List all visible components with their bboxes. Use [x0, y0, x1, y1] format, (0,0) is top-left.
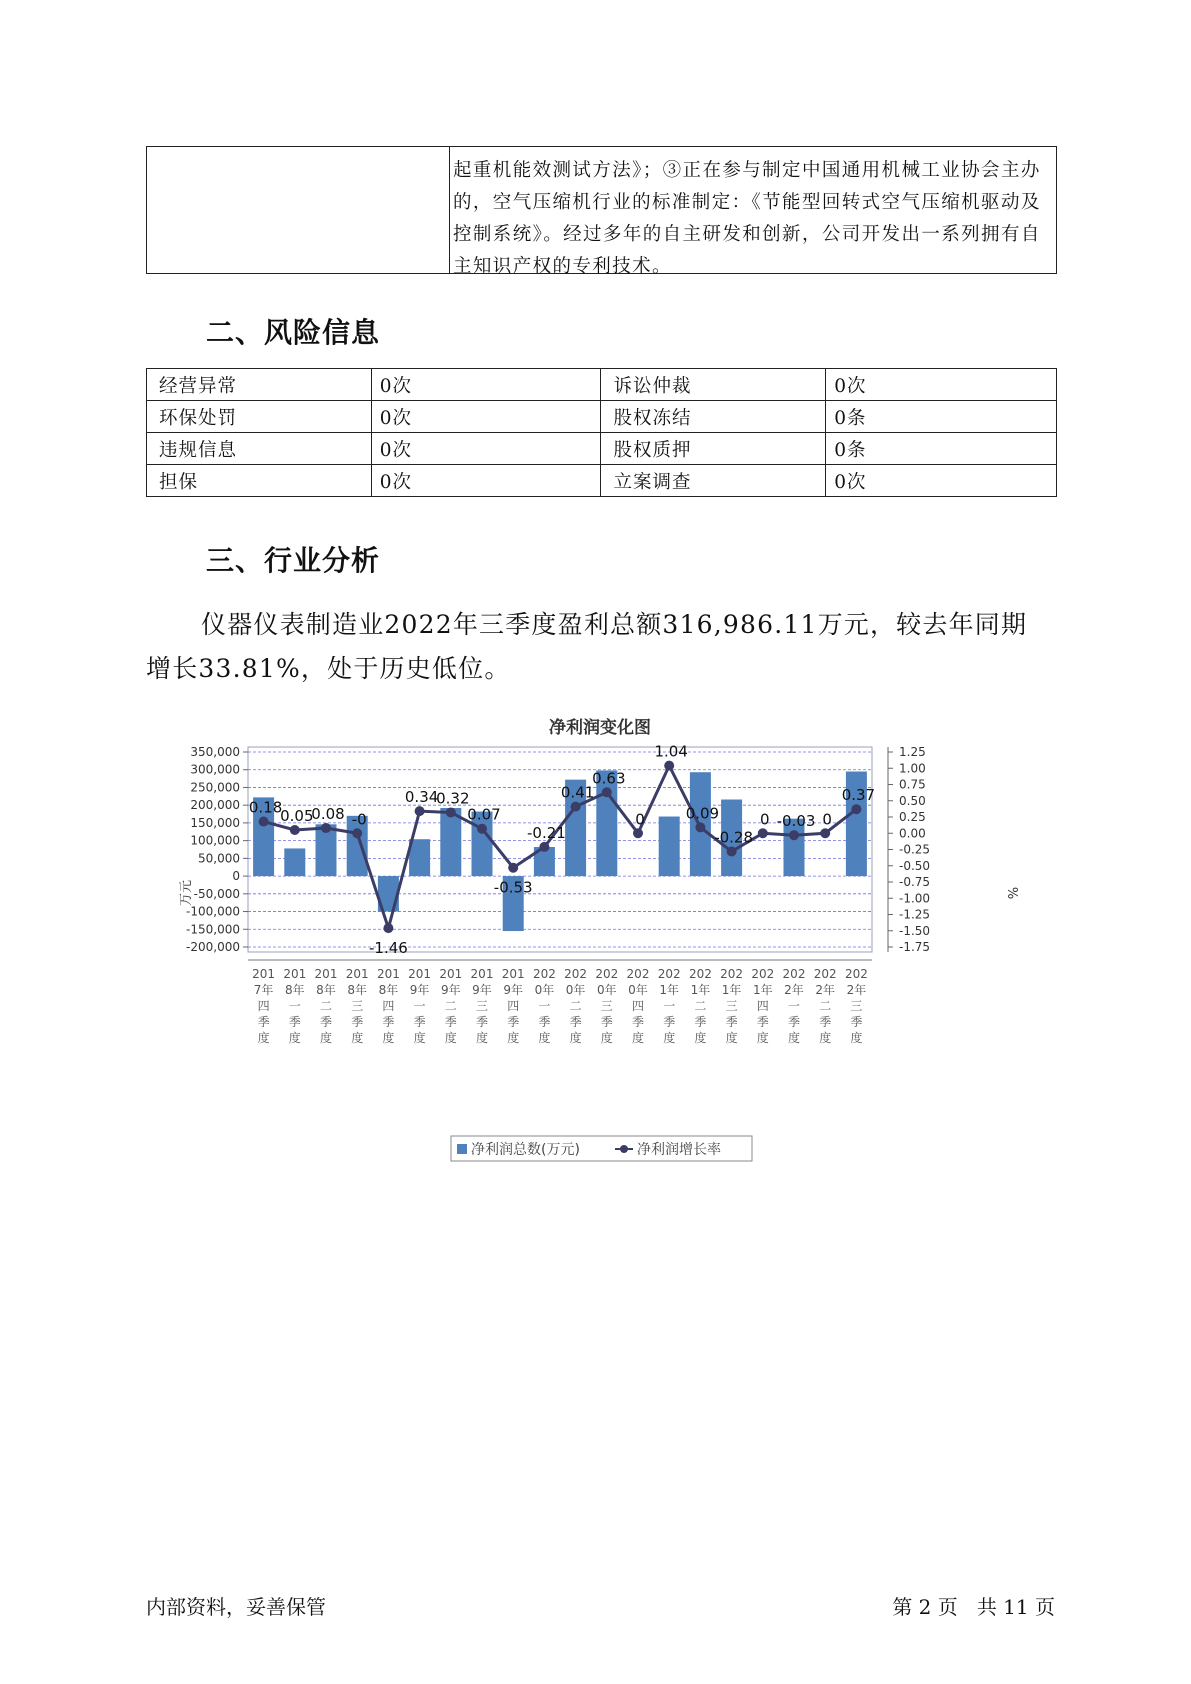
- footer-confidential: 内部资料，妥善保管: [146, 1595, 326, 1619]
- x-tick-label-part: 度: [694, 1031, 707, 1045]
- x-tick-label-part: 一: [663, 999, 676, 1013]
- x-tick-label-part: 度: [413, 1031, 426, 1045]
- x-tick-label-part: 四: [631, 999, 645, 1013]
- x-tick-label-part: 季: [382, 1015, 395, 1029]
- right-tick-label: -1.75: [899, 940, 931, 954]
- growth-point: [415, 806, 425, 816]
- right-tick-label: -1.25: [899, 907, 931, 922]
- left-tick-label: -150,000: [186, 922, 240, 937]
- x-tick-label-part: 202: [751, 967, 775, 981]
- x-tick-label-part: 一: [413, 999, 426, 1013]
- risk-table: [146, 368, 1057, 497]
- right-tick-label: 0.25: [899, 810, 926, 824]
- x-tick-label-part: 季: [819, 1015, 832, 1029]
- risk-value: 0次: [371, 433, 601, 465]
- risk-label: 股权冻结: [601, 401, 826, 433]
- x-tick-label-part: 一: [787, 999, 801, 1013]
- x-tick-label-part: 三: [850, 999, 863, 1013]
- growth-point: [539, 842, 549, 852]
- x-tick-label-part: 201: [252, 967, 276, 981]
- x-tick-label-part: 201: [345, 967, 369, 981]
- industry-heading: 三、行业分析: [206, 544, 381, 577]
- risk-value: 0条: [826, 401, 1057, 433]
- x-tick-label-part: 2年: [784, 983, 804, 997]
- growth-data-label: 0: [635, 810, 645, 829]
- table-row: [147, 369, 1057, 401]
- x-tick-label-part: 202: [532, 967, 556, 981]
- x-tick-label-part: 度: [850, 1031, 863, 1045]
- x-tick-label-part: 季: [631, 1015, 645, 1029]
- growth-point: [633, 828, 643, 838]
- x-tick-label-part: 202: [844, 967, 868, 981]
- growth-data-label: 0.07: [467, 805, 501, 824]
- x-tick-label-part: 8年: [316, 983, 336, 997]
- x-tick-label-part: 三: [351, 999, 364, 1013]
- x-tick-label-part: 0年: [565, 983, 586, 997]
- right-tick-label: -0.75: [899, 875, 931, 889]
- growth-point: [290, 825, 300, 835]
- x-tick-label-part: 季: [475, 1015, 489, 1029]
- x-tick-label-part: 度: [600, 1031, 613, 1045]
- x-tick-label-part: 季: [694, 1015, 707, 1029]
- x-tick-label: [346, 967, 369, 1045]
- risk-label: 诉讼仲裁: [601, 369, 826, 401]
- growth-data-label: 1.04: [654, 742, 688, 761]
- x-tick-label: [408, 967, 431, 1045]
- x-tick-label-part: 201: [501, 967, 525, 981]
- x-tick-label-part: 202: [657, 967, 681, 981]
- left-tick-label: 50,000: [198, 851, 240, 866]
- x-tick-label-part: 季: [850, 1015, 863, 1029]
- left-tick-label: 250,000: [190, 780, 240, 795]
- left-axis-label: 万元: [179, 879, 194, 907]
- x-tick-label: [595, 967, 618, 1045]
- x-tick-label-part: 201: [314, 967, 338, 981]
- x-tick-label-part: 二: [444, 999, 457, 1013]
- x-tick-label-part: 四: [507, 999, 520, 1013]
- growth-data-label: -1.46: [368, 939, 408, 958]
- x-tick-label-part: 0年: [534, 983, 555, 997]
- right-tick-label: -1.00: [899, 891, 931, 906]
- x-tick-label-part: 201: [376, 967, 400, 981]
- growth-point: [664, 761, 674, 771]
- x-tick-label: [689, 967, 712, 1045]
- x-tick-label-part: 202: [782, 967, 806, 981]
- x-tick-label-part: 四: [756, 999, 769, 1013]
- x-tick-label-part: 季: [257, 1015, 270, 1029]
- x-tick-label-part: 9年: [503, 983, 524, 997]
- growth-data-label: 0.09: [685, 804, 720, 823]
- x-tick-label-part: 二: [569, 999, 582, 1013]
- growth-point: [321, 823, 331, 833]
- x-tick-label-part: 三: [475, 999, 489, 1013]
- growth-point: [352, 828, 362, 838]
- x-tick-label-part: 2年: [846, 983, 867, 997]
- chart-legend: [451, 1136, 752, 1161]
- x-tick-label-part: 1年: [752, 983, 773, 997]
- x-tick-label-part: 四: [257, 999, 270, 1013]
- growth-data-label: 0: [760, 810, 770, 829]
- x-tick-label-part: 201: [408, 967, 432, 981]
- left-tick-label: -50,000: [193, 886, 240, 901]
- x-tick-label-part: 季: [663, 1015, 676, 1029]
- x-tick-label-part: 度: [819, 1031, 832, 1045]
- x-tick-label-part: 9年: [409, 983, 430, 997]
- x-tick-label-part: 一: [288, 999, 301, 1013]
- x-tick-label-part: 202: [688, 967, 712, 981]
- growth-data-label: 0.05: [280, 807, 314, 825]
- intro-line: 起重机能效测试方法》；③正在参与制定中国通用机械工业协会主办: [453, 160, 1041, 181]
- growth-data-label: 0.34: [404, 788, 439, 807]
- x-tick-label-part: 1年: [690, 983, 711, 997]
- x-tick-label-part: 季: [507, 1015, 520, 1029]
- plot-area: [248, 747, 872, 952]
- x-tick-label-part: 三: [600, 999, 613, 1013]
- x-tick-label-part: 9年: [472, 983, 492, 997]
- x-tick-label: [627, 967, 650, 1045]
- x-tick-label-part: 度: [569, 1031, 582, 1045]
- chart-x-labels: [252, 967, 868, 1045]
- bar: [409, 839, 430, 876]
- x-tick-label-part: 度: [787, 1031, 801, 1045]
- growth-data-label: 0.08: [311, 805, 345, 824]
- growth-data-label: 0.18: [248, 798, 283, 817]
- growth-point: [571, 802, 581, 812]
- table-row: [147, 465, 1057, 497]
- risk-value: 0条: [826, 433, 1057, 465]
- growth-point: [695, 822, 705, 832]
- bar: [284, 848, 305, 876]
- intro-line: 控制系统》。经过多年的自主研发和创新，公司开发出一系列拥有自: [453, 224, 1041, 245]
- x-tick-label-part: 7年: [253, 983, 274, 997]
- left-tick-label: 0: [232, 869, 240, 884]
- x-tick-label-part: 8年: [378, 983, 399, 997]
- x-tick-label-part: 度: [382, 1031, 395, 1045]
- x-tick-label: [783, 967, 806, 1045]
- right-tick-label: 1.25: [899, 745, 926, 759]
- risk-label: 担保: [147, 465, 372, 497]
- x-tick-label-part: 二: [694, 999, 707, 1013]
- risk-label: 立案调查: [601, 465, 826, 497]
- x-tick-label-part: 三: [725, 999, 738, 1013]
- x-tick-label-part: 度: [663, 1031, 676, 1045]
- growth-data-label: -0.53: [493, 878, 533, 897]
- x-tick-label-part: 202: [626, 967, 650, 981]
- right-tick-label: 0.50: [899, 793, 926, 808]
- legend-line-label: 净利润增长率: [637, 1142, 721, 1158]
- x-tick-label-part: 度: [288, 1031, 301, 1045]
- x-tick-label-part: 202: [813, 967, 837, 981]
- left-tick-label: 100,000: [190, 833, 240, 848]
- right-tick-label: 0.75: [899, 777, 926, 792]
- risk-value: 0次: [371, 401, 601, 433]
- industry-paragraph: [146, 603, 1061, 691]
- growth-data-label: -0.03: [776, 812, 816, 831]
- x-tick-label: [845, 967, 868, 1045]
- growth-data-label: 0: [822, 810, 832, 829]
- legend-bar-swatch: [457, 1144, 467, 1154]
- intro-table: [146, 146, 1057, 277]
- left-tick-label: 300,000: [190, 762, 240, 777]
- table-row: [147, 433, 1057, 465]
- chart-grid: [248, 747, 872, 952]
- intro-line: 的，空气压缩机行业的标准制定：《节能型回转式空气压缩机驱动及: [453, 192, 1041, 213]
- right-tick-label: 0.00: [899, 826, 926, 841]
- x-tick-label-part: 度: [756, 1031, 769, 1045]
- growth-data-label: -0.21: [526, 823, 566, 842]
- x-tick-label-part: 季: [569, 1015, 582, 1029]
- risk-label: 经营异常: [147, 369, 372, 401]
- x-tick-label-part: 201: [470, 967, 494, 981]
- x-tick-label-part: 度: [507, 1031, 520, 1045]
- x-tick-label-part: 季: [319, 1015, 333, 1029]
- intro-line: 主知识产权的专利技术。: [453, 256, 672, 277]
- x-tick-label-part: 季: [787, 1015, 801, 1029]
- footer-page-number: 第 2 页 共 11 页: [892, 1595, 1055, 1619]
- x-tick-label: [377, 967, 400, 1045]
- growth-point: [259, 817, 269, 827]
- x-tick-label-part: 1年: [659, 983, 680, 997]
- risk-heading: 二、风险信息: [206, 316, 381, 349]
- risk-value: 0次: [371, 369, 601, 401]
- x-tick-label: [814, 967, 837, 1045]
- risk-label: 股权质押: [601, 433, 826, 465]
- x-tick-label-part: 0年: [596, 983, 617, 997]
- x-tick-label-part: 度: [444, 1031, 457, 1045]
- left-tick-label: 200,000: [190, 798, 240, 813]
- growth-point: [758, 828, 768, 838]
- growth-point: [446, 807, 456, 817]
- x-tick-label-part: 度: [725, 1031, 738, 1045]
- risk-value: 0次: [826, 369, 1057, 401]
- x-tick-label: [751, 967, 774, 1045]
- x-tick-label-part: 2年: [815, 983, 836, 997]
- growth-point: [851, 804, 861, 814]
- x-tick-label-part: 一: [538, 999, 551, 1013]
- growth-point: [789, 830, 799, 840]
- x-tick-label-part: 9年: [440, 983, 461, 997]
- x-tick-label-part: 季: [444, 1015, 457, 1029]
- x-tick-label: [283, 967, 306, 1045]
- x-tick-label: [502, 967, 525, 1045]
- x-tick-label-part: 202: [595, 967, 619, 981]
- x-tick-label-part: 202: [720, 967, 744, 981]
- x-tick-label-part: 度: [257, 1031, 270, 1045]
- right-tick-label: -0.50: [899, 858, 931, 873]
- x-tick-label: [439, 967, 462, 1045]
- x-tick-label-part: 1年: [721, 983, 742, 997]
- growth-data-label: 0.63: [592, 769, 626, 788]
- x-tick-label-part: 季: [600, 1015, 613, 1029]
- x-tick-label-part: 201: [439, 967, 463, 981]
- x-tick-label: [533, 967, 556, 1045]
- growth-point: [727, 846, 737, 856]
- x-tick-label-part: 度: [631, 1031, 645, 1045]
- table-row: [147, 401, 1057, 433]
- x-tick-label-part: 四: [382, 999, 395, 1013]
- growth-data-label: 0.37: [841, 786, 876, 805]
- growth-point: [602, 787, 612, 797]
- x-tick-label: [315, 967, 338, 1045]
- x-tick-label-part: 202: [564, 967, 588, 981]
- growth-point: [820, 828, 830, 838]
- right-tick-label: 1.00: [899, 761, 926, 776]
- bar: [659, 817, 680, 877]
- growth-data-label: -0.28: [714, 828, 754, 847]
- growth-data-label: 0.32: [436, 789, 470, 808]
- x-tick-label-part: 季: [538, 1015, 551, 1029]
- x-tick-label-part: 季: [413, 1015, 426, 1029]
- x-tick-label-part: 度: [538, 1031, 551, 1045]
- x-tick-label-part: 二: [819, 999, 832, 1013]
- chart-title: 净利润变化图: [549, 718, 651, 738]
- growth-point: [477, 824, 487, 834]
- x-tick-label: [471, 967, 494, 1045]
- bar: [440, 808, 461, 876]
- paragraph-line: 仪器仪表制造业2022年三季度盈利总额316,986.11万元，较去年同期: [201, 610, 1028, 639]
- x-tick-label-part: 度: [475, 1031, 489, 1045]
- intro-table-right-cell: [453, 155, 1053, 283]
- legend-line-marker: [620, 1145, 628, 1153]
- left-tick-label: 150,000: [190, 815, 240, 830]
- net-profit-chart: [160, 705, 1060, 1175]
- risk-value: 0次: [826, 465, 1057, 497]
- growth-point: [508, 863, 518, 873]
- growth-data-label: -0: [351, 810, 367, 829]
- x-tick-label: [252, 967, 275, 1045]
- left-tick-label: -200,000: [186, 940, 240, 954]
- x-tick-label-part: 季: [725, 1015, 738, 1029]
- risk-label: 违规信息: [147, 433, 372, 465]
- right-tick-label: -0.25: [899, 842, 931, 857]
- x-tick-label-part: 201: [283, 967, 307, 981]
- x-tick-label-part: 0年: [628, 983, 648, 997]
- x-tick-label-part: 8年: [284, 983, 305, 997]
- growth-point: [383, 923, 393, 933]
- x-tick-label-part: 季: [351, 1015, 364, 1029]
- risk-label: 环保处罚: [147, 401, 372, 433]
- intro-table-left-cell: [147, 147, 450, 273]
- x-tick-label-part: 8年: [347, 983, 368, 997]
- risk-value: 0次: [371, 465, 601, 497]
- right-tick-label: -1.50: [899, 923, 931, 938]
- x-tick-label: [658, 967, 681, 1045]
- x-tick-label-part: 季: [288, 1015, 301, 1029]
- x-tick-label: [564, 967, 587, 1045]
- x-tick-label: [720, 967, 743, 1045]
- x-tick-label-part: 度: [319, 1031, 333, 1045]
- legend-bar-label: 净利润总数(万元): [471, 1142, 580, 1158]
- growth-data-label: 0.41: [560, 783, 595, 802]
- left-tick-label: -100,000: [186, 904, 240, 919]
- x-tick-label-part: 度: [351, 1031, 364, 1045]
- right-axis-label: %: [1004, 886, 1019, 900]
- left-tick-label: 350,000: [190, 745, 240, 759]
- paragraph-line: 增长33.81%，处于历史低位。: [146, 654, 511, 683]
- x-tick-label-part: 二: [319, 999, 333, 1013]
- x-tick-label-part: 季: [756, 1015, 769, 1029]
